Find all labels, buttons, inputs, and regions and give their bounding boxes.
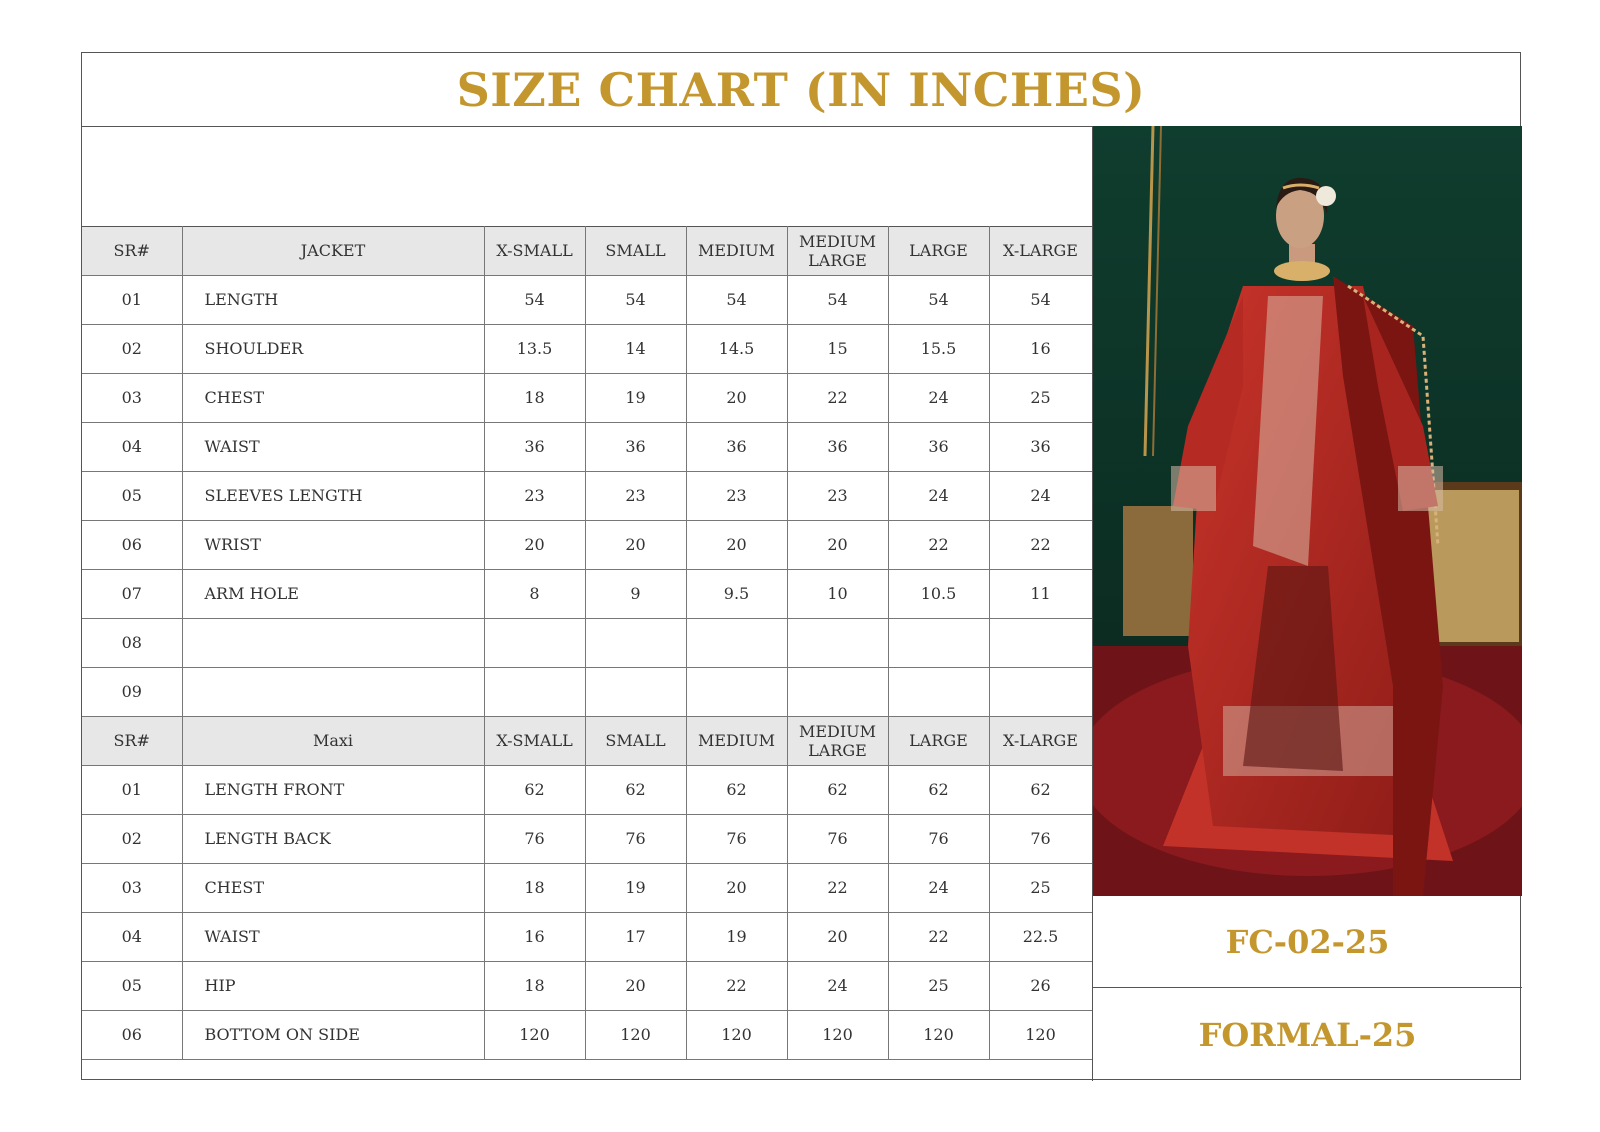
measurement-label: SHOULDER (182, 325, 484, 374)
size-value: 20 (686, 374, 787, 423)
column-header: LARGE (888, 227, 989, 276)
table-row (82, 913, 1092, 962)
serial-cell: 01 (82, 766, 182, 815)
model-photo (1092, 126, 1522, 896)
serial-cell: 06 (82, 1011, 182, 1060)
size-value: 26 (989, 962, 1092, 1011)
measurement-label: ARM HOLE (182, 570, 484, 619)
size-value: 76 (888, 815, 989, 864)
size-value: 20 (585, 521, 686, 570)
measurement-label (182, 619, 484, 668)
size-value: 23 (484, 472, 585, 521)
size-value: 22 (787, 374, 888, 423)
serial-cell: 01 (82, 276, 182, 325)
column-header: MEDIUM (686, 227, 787, 276)
size-value: 22 (989, 521, 1092, 570)
column-header: Maxi (182, 717, 484, 766)
size-value: 54 (484, 276, 585, 325)
size-value: 36 (888, 423, 989, 472)
size-value: 17 (585, 913, 686, 962)
size-value: 20 (484, 521, 585, 570)
size-value: 62 (686, 766, 787, 815)
size-value: 76 (484, 815, 585, 864)
serial-cell: 07 (82, 570, 182, 619)
serial-cell: 05 (82, 472, 182, 521)
serial-cell: 05 (82, 962, 182, 1011)
size-value: 25 (989, 864, 1092, 913)
size-value: 76 (686, 815, 787, 864)
size-value: 22 (888, 521, 989, 570)
size-value: 20 (787, 521, 888, 570)
table-header-row (82, 227, 1092, 276)
size-value: 20 (686, 521, 787, 570)
size-value: 120 (585, 1011, 686, 1060)
size-value: 15.5 (888, 325, 989, 374)
size-value: 24 (888, 472, 989, 521)
size-value: 120 (888, 1011, 989, 1060)
size-value (787, 668, 888, 717)
size-value: 24 (989, 472, 1092, 521)
table-row (82, 864, 1092, 913)
column-header: SMALL (585, 717, 686, 766)
size-value: 62 (585, 766, 686, 815)
size-value: 11 (989, 570, 1092, 619)
column-header: JACKET (182, 227, 484, 276)
measurement-label: WRIST (182, 521, 484, 570)
size-value (585, 619, 686, 668)
size-value: 120 (787, 1011, 888, 1060)
table-row (82, 325, 1092, 374)
size-value: 16 (989, 325, 1092, 374)
table-row (82, 472, 1092, 521)
table-row (82, 1011, 1092, 1060)
serial-cell: 09 (82, 668, 182, 717)
serial-cell: 04 (82, 423, 182, 472)
column-header: SR# (82, 717, 182, 766)
table-row (82, 766, 1092, 815)
size-value: 22 (787, 864, 888, 913)
size-value: 120 (484, 1011, 585, 1060)
serial-cell: 02 (82, 815, 182, 864)
size-value: 13.5 (484, 325, 585, 374)
measurement-label: WAIST (182, 423, 484, 472)
size-value: 62 (484, 766, 585, 815)
measurement-label: LENGTH BACK (182, 815, 484, 864)
collection-name: FORMAL-25 (1198, 1015, 1417, 1054)
size-value: 9 (585, 570, 686, 619)
size-value: 22 (686, 962, 787, 1011)
column-header: SR# (82, 227, 182, 276)
size-value: 36 (484, 423, 585, 472)
serial-cell: 03 (82, 374, 182, 423)
size-value (686, 619, 787, 668)
measurement-label: SLEEVES LENGTH (182, 472, 484, 521)
measurement-label: LENGTH FRONT (182, 766, 484, 815)
column-header: MEDIUM LARGE (787, 227, 888, 276)
size-value (989, 619, 1092, 668)
serial-cell: 03 (82, 864, 182, 913)
size-value: 76 (787, 815, 888, 864)
size-value (484, 668, 585, 717)
serial-cell: 04 (82, 913, 182, 962)
size-value: 18 (484, 864, 585, 913)
column-header: X-LARGE (989, 717, 1092, 766)
size-value: 120 (686, 1011, 787, 1060)
table-row (82, 423, 1092, 472)
size-value: 19 (585, 374, 686, 423)
size-value: 25 (888, 962, 989, 1011)
size-value: 62 (787, 766, 888, 815)
measurement-label: HIP (182, 962, 484, 1011)
size-value (888, 668, 989, 717)
size-value: 9.5 (686, 570, 787, 619)
size-value: 10 (787, 570, 888, 619)
size-value: 62 (888, 766, 989, 815)
measurement-label: WAIST (182, 913, 484, 962)
size-value: 23 (686, 472, 787, 521)
table-header-row (82, 717, 1092, 766)
measurement-label: CHEST (182, 864, 484, 913)
serial-cell: 08 (82, 619, 182, 668)
size-value: 22.5 (989, 913, 1092, 962)
size-value: 54 (787, 276, 888, 325)
size-value: 24 (787, 962, 888, 1011)
size-value: 76 (585, 815, 686, 864)
wicker-bench (1123, 506, 1193, 636)
size-value: 36 (989, 423, 1092, 472)
size-value (888, 619, 989, 668)
size-chart-frame (81, 52, 1521, 1080)
column-header: SMALL (585, 227, 686, 276)
size-value: 18 (484, 374, 585, 423)
size-value: 24 (888, 374, 989, 423)
product-code-box (1092, 896, 1522, 988)
size-value: 15 (787, 325, 888, 374)
size-value: 76 (989, 815, 1092, 864)
size-value: 24 (888, 864, 989, 913)
table-row (82, 815, 1092, 864)
page-title: SIZE CHART (IN INCHES) (456, 62, 1146, 117)
serial-cell: 02 (82, 325, 182, 374)
size-value: 23 (585, 472, 686, 521)
size-value: 36 (787, 423, 888, 472)
measurement-label: CHEST (182, 374, 484, 423)
size-value: 18 (484, 962, 585, 1011)
table-row (82, 962, 1092, 1011)
title-bar (82, 53, 1520, 127)
model-photo-illustration (1093, 126, 1522, 896)
size-value: 16 (484, 913, 585, 962)
sleeve-cuff (1398, 466, 1443, 511)
size-value: 20 (787, 913, 888, 962)
size-value: 14.5 (686, 325, 787, 374)
column-header: MEDIUM (686, 717, 787, 766)
serial-cell: 06 (82, 521, 182, 570)
measurement-label (182, 668, 484, 717)
table-row (82, 276, 1092, 325)
size-value (686, 668, 787, 717)
table-row (82, 570, 1092, 619)
size-value: 20 (686, 864, 787, 913)
choker-necklace (1274, 261, 1330, 281)
size-value: 120 (989, 1011, 1092, 1060)
size-value: 54 (686, 276, 787, 325)
size-value: 19 (585, 864, 686, 913)
size-value: 54 (888, 276, 989, 325)
table-row (82, 374, 1092, 423)
size-value: 10.5 (888, 570, 989, 619)
size-value (585, 668, 686, 717)
size-value: 20 (585, 962, 686, 1011)
size-value: 23 (787, 472, 888, 521)
size-value: 25 (989, 374, 1092, 423)
collection-box (1092, 988, 1522, 1081)
size-value (989, 668, 1092, 717)
column-header: X-SMALL (484, 227, 585, 276)
measurement-label: LENGTH (182, 276, 484, 325)
measurement-label: BOTTOM ON SIDE (182, 1011, 484, 1060)
column-header: MEDIUM LARGE (787, 717, 888, 766)
size-table (82, 226, 1093, 1060)
table-row (82, 521, 1092, 570)
size-value: 36 (686, 423, 787, 472)
table-row (82, 619, 1092, 668)
size-value (484, 619, 585, 668)
column-header: X-SMALL (484, 717, 585, 766)
size-value: 54 (585, 276, 686, 325)
size-value: 8 (484, 570, 585, 619)
column-header: X-LARGE (989, 227, 1092, 276)
size-value: 62 (989, 766, 1092, 815)
sleeve-cuff (1171, 466, 1216, 511)
size-value: 54 (989, 276, 1092, 325)
size-value: 36 (585, 423, 686, 472)
size-table-body (82, 227, 1092, 1060)
product-code: FC-02-25 (1225, 922, 1390, 961)
column-header: LARGE (888, 717, 989, 766)
size-value: 14 (585, 325, 686, 374)
size-value: 22 (888, 913, 989, 962)
table-row (82, 668, 1092, 717)
size-value: 19 (686, 913, 787, 962)
hair-flowers (1316, 186, 1336, 206)
size-value (787, 619, 888, 668)
